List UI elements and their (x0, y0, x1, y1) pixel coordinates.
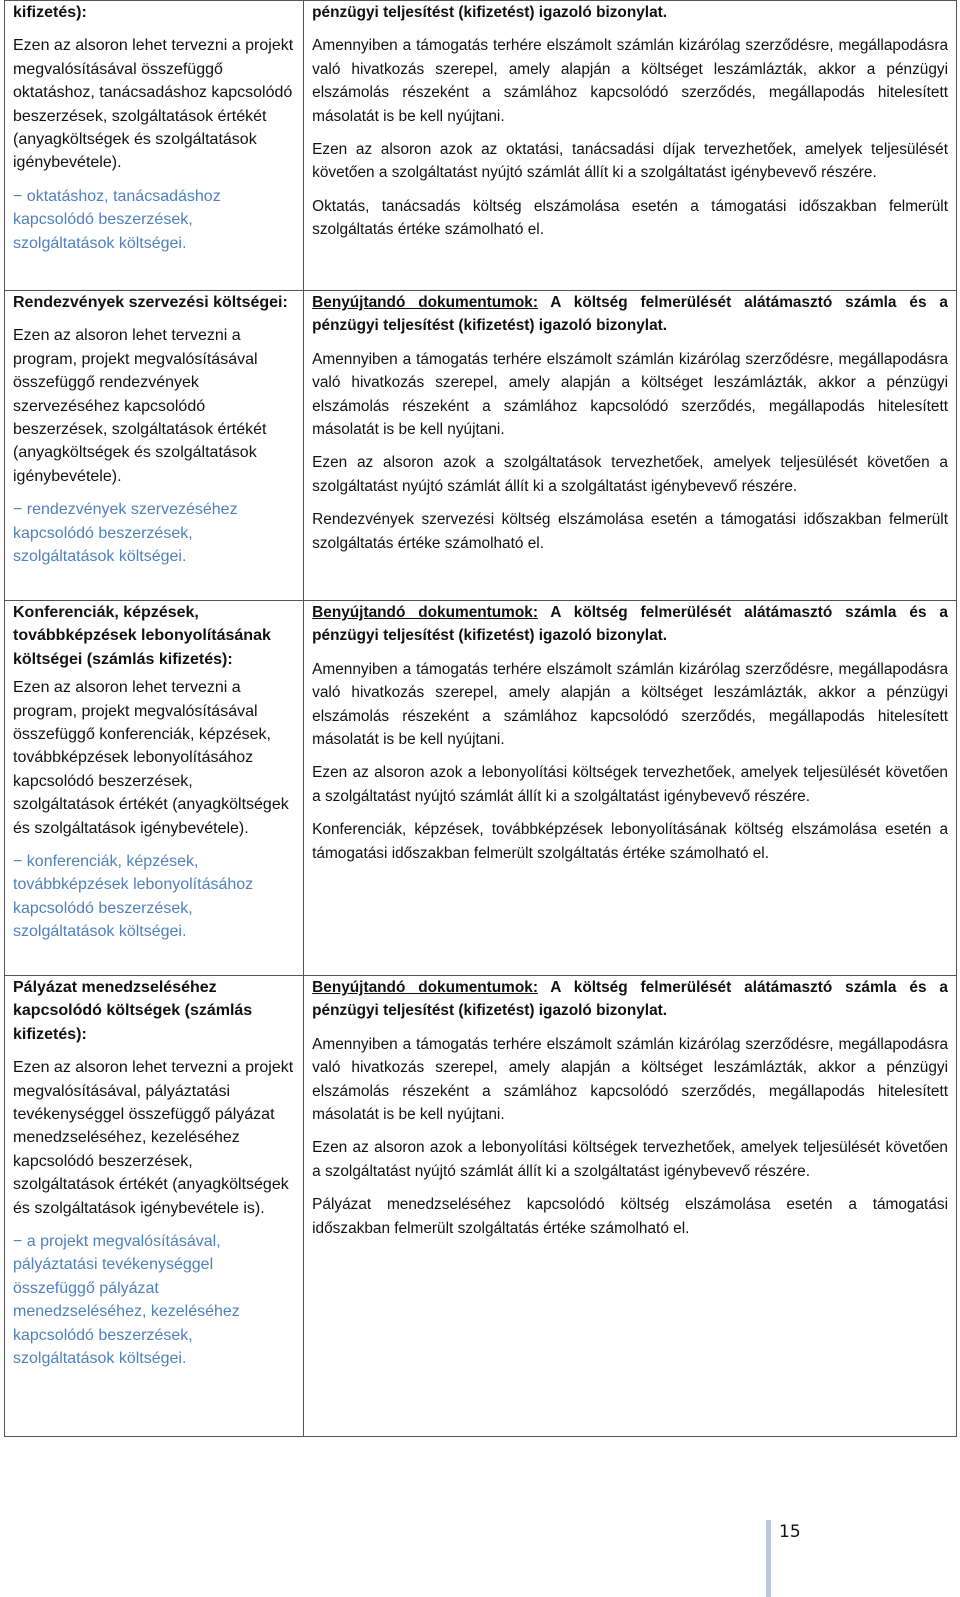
docs-label: Benyújtandó dokumentumok: (312, 604, 538, 621)
docs-text: A költség felmerülését alátámasztó számla és a pénzügyi teljesítést (kifizetést) igazoló bizonylat. (312, 604, 948, 645)
paragraph-planning: Ezen az alsoron azok a lebonyolítási költségek tervezhetőek, amelyek teljesülését követően a szolgáltatást nyújtó számlát állít ki a szolgáltatást igénybevevő részére. (312, 1139, 948, 1180)
category-heading: Konferenciák, képzések, továbbképzések lebonyolításának költségei (számlás kifizetés): (13, 604, 271, 668)
category-bullet: − rendezvények szervezéséhez kapcsolódó beszerzések, szolgáltatások költségei. (13, 501, 238, 566)
paragraph-settlement: Pályázat menedzseléséhez kapcsolódó költség elszámolása esetén a támogatási időszakban felmerült szolgáltatás értéke számolható el. (312, 1196, 948, 1237)
cost-category-cell (5, 1, 304, 291)
category-description: Ezen az alsoron lehet tervezni a projekt megvalósításával, pályáztatási tevékenységgel összefüggő pályázat menedzseléséhez, kezeléséhez kapcsolódó beszerzések, szolgáltatások értékét (anyagköltségek és szolgáltatások igénybevétele is). (13, 1059, 294, 1217)
paragraph-contract: Amennyiben a támogatás terhére elszámolt számlán kizárólag szerződésre, megállapodásra való hivatkozás szerepel, amely alapján a költséget leszámlázták, akkor a pénzügyi elszámolás részeként a számlához kapcsolódó szerződés, megállapodás hitelesített másolatát is be kell nyújtani. (312, 350, 948, 439)
category-bullet: − a projekt megvalósításával, pályáztatási tevékenységgel összefüggő pályázat menedzseléséhez, kezeléséhez kapcsolódó beszerzések, szolgáltatások költségei. (13, 1233, 240, 1368)
category-heading: kifizetés): (13, 4, 87, 21)
documents-cell (304, 291, 957, 601)
category-description: Ezen az alsoron lehet tervezni a projekt megvalósításával összefüggő oktatáshoz, tanácsadáshoz kapcsolódó beszerzések, szolgáltatások értékét (anyagköltségek és szolgáltatások igénybevétele). (13, 37, 294, 172)
category-bullet: − konferenciák, képzések, továbbképzések lebonyolításához kapcsolódó beszerzések, szolgáltatások költségei. (13, 853, 254, 941)
category-description: Ezen az alsoron lehet tervezni a program, projekt megvalósításával összefüggő rendezvények szervezéséhez kapcsolódó beszerzések, szolgáltatások értékét (anyagköltségek és szolgáltatások igénybevétele). (13, 327, 267, 485)
paragraph-planning: Ezen az alsoron azok a lebonyolítási költségek tervezhetőek, amelyek teljesülését követően a szolgáltatást nyújtó számlát állít ki a szolgáltatást igénybevevő részére. (312, 764, 948, 805)
docs-text: pénzügyi teljesítést (kifizetést) igazoló bizonylat. (312, 4, 668, 21)
docs-paragraph (312, 976, 948, 1023)
paragraph-planning: Ezen az alsoron azok a szolgáltatások tervezhetőek, amelyek teljesülését követően a szolgáltatást nyújtó számlát állít ki a szolgáltatást igénybevevő részére. (312, 454, 948, 495)
paragraph-contract: Amennyiben a támogatás terhére elszámolt számlán kizárólag szerződésre, megállapodásra való hivatkozás szerepel, amely alapján a költséget leszámlázták, akkor a pénzügyi elszámolás részeként a számlához kapcsolódó szerződés, megállapodás hitelesített másolatát is be kell nyújtani. (312, 1035, 948, 1124)
cost-category-cell (5, 291, 304, 601)
cost-category-cell (5, 976, 304, 1437)
paragraph-settlement: Rendezvények szervezési költség elszámolása esetén a támogatási időszakban felmerült szolgáltatás értéke számolható el. (312, 511, 948, 552)
table-row (5, 601, 957, 976)
category-heading: Pályázat menedzseléséhez kapcsolódó költségek (számlás kifizetés): (13, 979, 253, 1043)
table-row (5, 976, 957, 1437)
paragraph-planning: Ezen az alsoron azok az oktatási, tanácsadási díjak tervezhetőek, amelyek teljesülését követően a szolgáltatást nyújtó számlát állít ki a szolgáltatást igénybevevő részére. (312, 141, 948, 182)
category-description: Ezen az alsoron lehet tervezni a program, projekt megvalósításával összefüggő konferenciák, képzések, továbbképzések lebonyolításához kapcsolódó beszerzések, szolgáltatások értékét (anyagköltségek és szolgáltatások igénybevétele). (13, 679, 289, 837)
docs-label: Benyújtandó dokumentumok: (312, 294, 538, 311)
table-row (5, 291, 957, 601)
docs-text: A költség felmerülését alátámasztó számla és a pénzügyi teljesítést (kifizetést) igazoló bizonylat. (312, 979, 948, 1020)
paragraph-settlement: Oktatás, tanácsadás költség elszámolása esetén a támogatási időszakban felmerült szolgáltatás értéke számolható el. (312, 197, 948, 239)
paragraph-contract: Amennyiben a támogatás terhére elszámolt számlán kizárólag szerződésre, megállapodásra való hivatkozás szerepel, amely alapján a költséget leszámlázták, akkor a pénzügyi elszámolás részeként a számlához kapcsolódó szerződés, megállapodás hitelesített másolatát is be kell nyújtani. (312, 660, 948, 749)
docs-label: Benyújtandó dokumentumok: (312, 979, 538, 996)
docs-paragraph (312, 601, 948, 648)
docs-text: A költség felmerülését alátámasztó számla és a pénzügyi teljesítést (kifizetést) igazoló bizonylat. (312, 294, 948, 335)
documents-cell (304, 601, 957, 976)
paragraph-contract: Amennyiben a támogatás terhére elszámolt számlán kizárólag szerződésre, megállapodásra való hivatkozás szerepel, amely alapján a költséget leszámlázták, akkor a pénzügyi elszámolás részeként a számlához kapcsolódó szerződés, megállapodás hitelesített másolatát is be kell nyújtani. (312, 37, 948, 125)
cost-table (4, 0, 957, 1437)
page-number: 15 (779, 1522, 801, 1542)
cost-category-cell (5, 601, 304, 976)
docs-paragraph (312, 291, 948, 338)
category-bullet: − oktatáshoz, tanácsadáshoz kapcsolódó beszerzések, szolgáltatások költségei. (13, 187, 221, 252)
documents-cell (304, 1, 957, 291)
documents-cell (304, 976, 957, 1437)
page-number-marker (766, 1520, 811, 1597)
paragraph-settlement: Konferenciák, képzések, továbbképzések lebonyolításának költség elszámolása esetén a támogatási időszakban felmerült szolgáltatás értéke számolható el. (312, 821, 948, 862)
table-row (5, 1, 957, 291)
category-heading: Rendezvények szervezési költségei: (13, 294, 288, 311)
